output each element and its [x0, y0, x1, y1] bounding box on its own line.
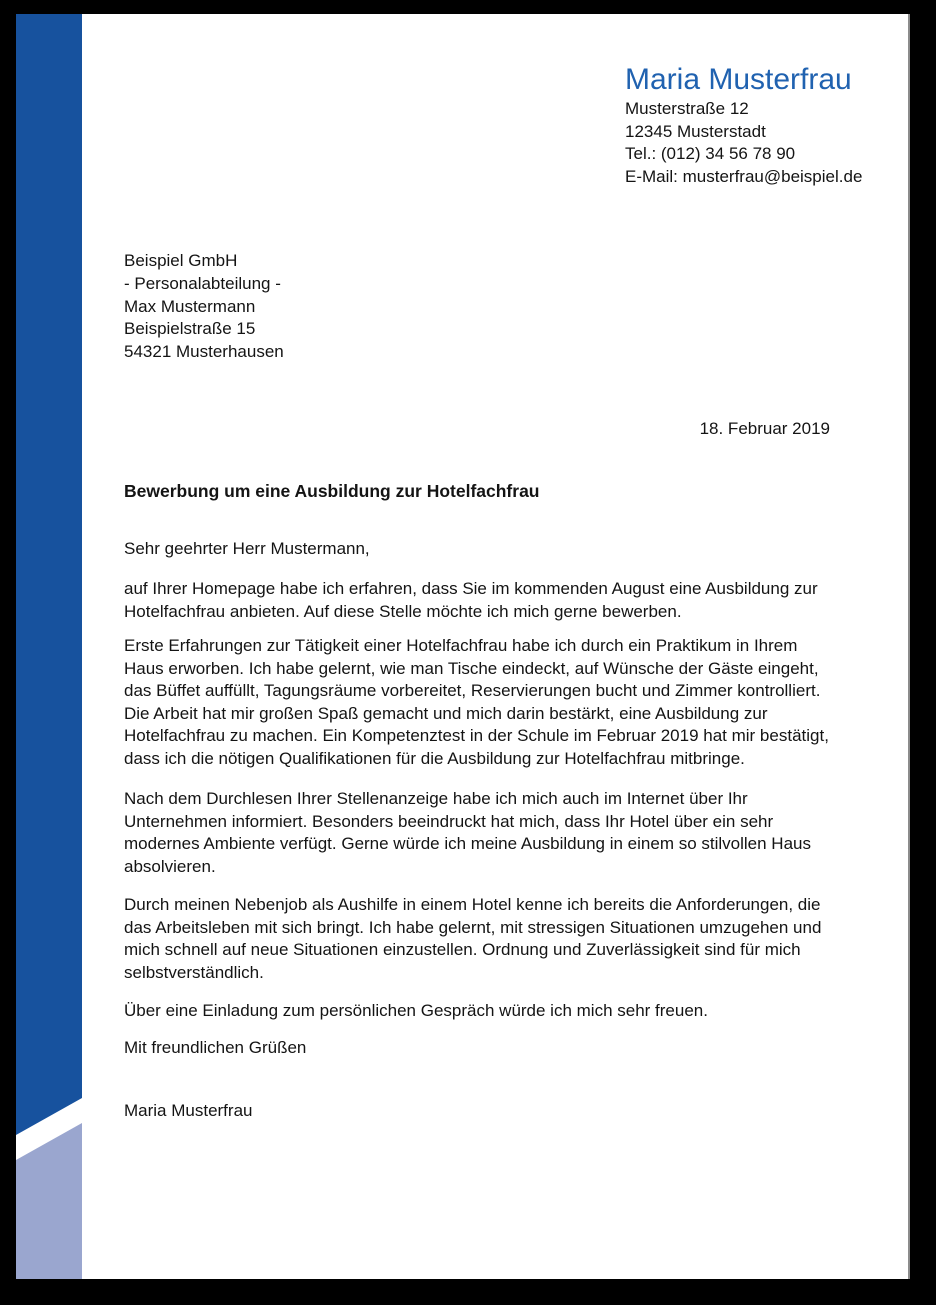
recipient-street: Beispielstraße 15	[124, 319, 256, 339]
recipient-department: - Personalabteilung -	[124, 273, 281, 293]
stripe-dark-segment	[16, 14, 82, 1279]
sender-street: Musterstraße 12	[625, 99, 749, 118]
sender-email: E-Mail: musterfrau@beispiel.de	[625, 166, 863, 186]
sender-phone: Tel.: (012) 34 56 78 90	[625, 144, 796, 164]
closing-formula: Mit freundlichen Grüßen	[124, 1038, 307, 1057]
letter-date: 18. Februar 2019	[699, 419, 830, 438]
body-paragraph: Durch meinen Nebenjob als Aushilfe in einem Hotel kenne ich bereits die Anforderungen, die das Arbeitsleben mit sich bringt. Ich habe gelernt, mit stressigen Situationen umzugehen und mich schnell auf neue Situationen einzustellen. Ordnung und Zuverlässigkeit sind für mich selbstverständlich.	[124, 895, 822, 982]
recipient-city: 54321 Musterhausen	[124, 342, 284, 362]
recipient-block	[124, 250, 284, 364]
recipient-company: Beispiel GmbH	[124, 251, 238, 270]
body-paragraph: Nach dem Durchlesen Ihrer Stellenanzeige habe ich mich auch im Internet über Ihr Unternehmen informiert. Besonders beeindruckt hat mich, dass Ihr Hotel über ein sehr modernes Ambiente verfügt. Gerne würde ich meine Ausbildung in einem so stilvollen Haus absolvieren.	[124, 789, 811, 876]
recipient-contact-person: Max Mustermann	[124, 296, 256, 316]
signature-name: Maria Musterfrau	[124, 1101, 253, 1120]
sender-city: 12345 Musterstadt	[625, 121, 766, 141]
body-paragraph: auf Ihrer Homepage habe ich erfahren, dass Sie im kommenden August eine Ausbildung zur Hotelfachfrau anbieten. Auf diese Stelle möchte ich mich gerne bewerben.	[124, 579, 818, 621]
body-paragraph: Über eine Einladung zum persönlichen Gespräch würde ich mich sehr freuen.	[124, 1001, 708, 1020]
subject-line: Bewerbung um eine Ausbildung zur Hotelfachfrau	[124, 481, 540, 501]
decorative-stripe	[16, 14, 82, 1279]
body-paragraph: Erste Erfahrungen zur Tätigkeit einer Hotelfachfrau habe ich durch ein Praktikum in Ihrem Haus erworben. Ich habe gelernt, wie man Tische eindeckt, auf Wünsche der Gäste eingeht, das Büffet auffüllt, Tagungsräume vorbereitet, Reservierungen bucht und Zimmer kontrolliert. Die Arbeit hat mir großen Spaß gemacht und mich darin bestärkt, eine Ausbildung zur Hotelfachfrau zu machen. Ein Kompetenztest in der Schule im Februar 2019 hat mir bestätigt, dass ich die nötigen Qualifikationen für die Ausbildung zur Hotelfachfrau mitbringe.	[124, 636, 829, 768]
letter-page	[16, 14, 910, 1279]
sender-block	[625, 62, 895, 188]
sender-name: Maria Musterfrau	[625, 63, 852, 96]
salutation: Sehr geehrter Herr Mustermann,	[124, 539, 370, 558]
